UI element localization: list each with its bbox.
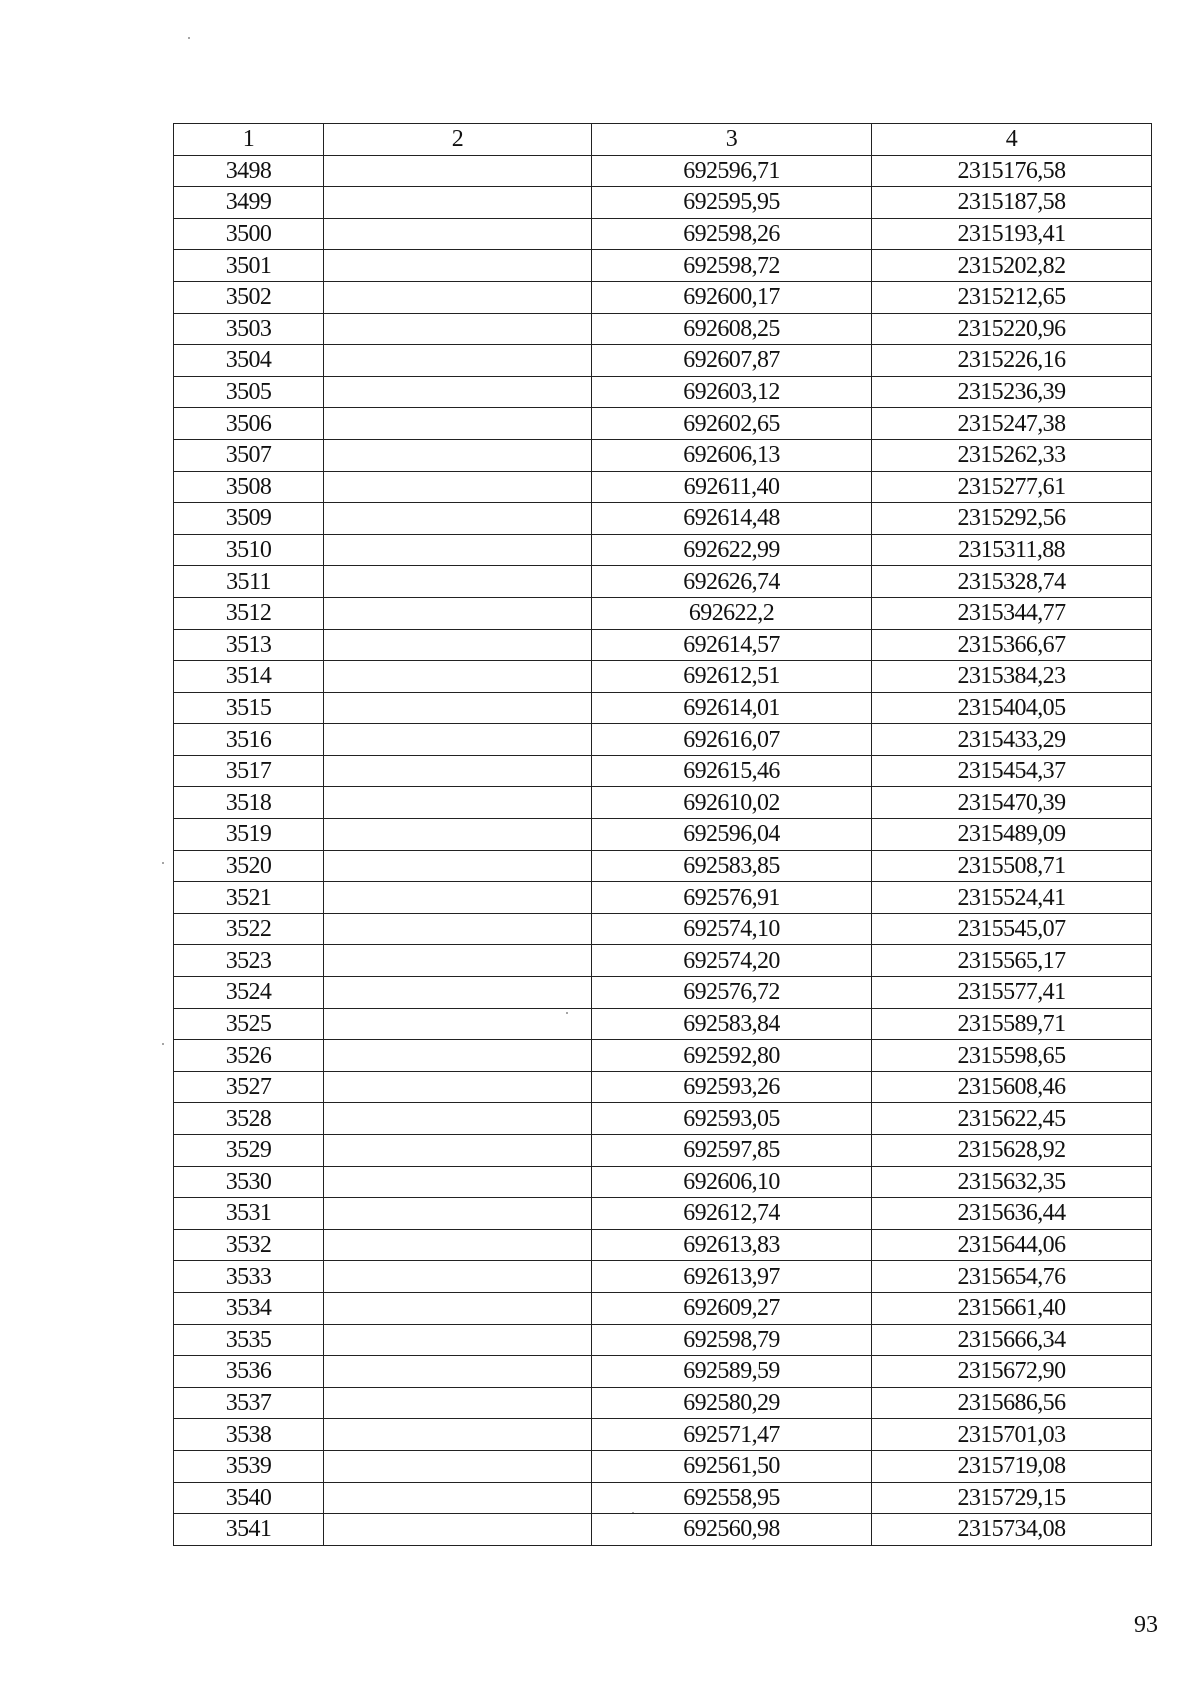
table-row <box>174 1482 1152 1514</box>
table-row <box>174 1387 1152 1419</box>
table-row <box>174 977 1152 1009</box>
description-cell <box>324 1419 592 1451</box>
description-cell <box>324 155 592 187</box>
x-coordinate-cell: 692574,20 <box>592 945 872 977</box>
y-coordinate-cell: 2315719,08 <box>872 1450 1152 1482</box>
table-row <box>174 250 1152 282</box>
x-coordinate-cell: 692596,71 <box>592 155 872 187</box>
y-coordinate-cell: 2315193,41 <box>872 218 1152 250</box>
y-coordinate-cell: 2315701,03 <box>872 1419 1152 1451</box>
point-number-cell: 3530 <box>174 1166 324 1198</box>
description-cell <box>324 1324 592 1356</box>
point-number-cell: 3526 <box>174 1040 324 1072</box>
table-row <box>174 1324 1152 1356</box>
x-coordinate-cell: 692606,10 <box>592 1166 872 1198</box>
point-number-cell: 3520 <box>174 850 324 882</box>
x-coordinate-cell: 692626,74 <box>592 566 872 598</box>
x-coordinate-cell: 692602,65 <box>592 408 872 440</box>
y-coordinate-cell: 2315366,67 <box>872 629 1152 661</box>
description-cell <box>324 439 592 471</box>
description-cell <box>324 376 592 408</box>
y-coordinate-cell: 2315328,74 <box>872 566 1152 598</box>
point-number-cell: 3528 <box>174 1103 324 1135</box>
table-row <box>174 913 1152 945</box>
y-coordinate-cell: 2315524,41 <box>872 882 1152 914</box>
description-cell <box>324 408 592 440</box>
point-number-cell: 3498 <box>174 155 324 187</box>
x-coordinate-cell: 692598,72 <box>592 250 872 282</box>
table-row <box>174 692 1152 724</box>
description-cell <box>324 597 592 629</box>
point-number-cell: 3538 <box>174 1419 324 1451</box>
description-cell <box>324 819 592 851</box>
description-cell <box>324 661 592 693</box>
y-coordinate-cell: 2315734,08 <box>872 1514 1152 1546</box>
y-coordinate-cell: 2315202,82 <box>872 250 1152 282</box>
x-coordinate-cell: 692595,95 <box>592 187 872 219</box>
description-cell <box>324 787 592 819</box>
description-cell <box>324 692 592 724</box>
point-number-cell: 3529 <box>174 1135 324 1167</box>
table-row <box>174 1008 1152 1040</box>
point-number-cell: 3517 <box>174 755 324 787</box>
y-coordinate-cell: 2315729,15 <box>872 1482 1152 1514</box>
description-cell <box>324 1387 592 1419</box>
point-number-cell: 3504 <box>174 345 324 377</box>
y-coordinate-cell: 2315384,23 <box>872 661 1152 693</box>
point-number-cell: 3503 <box>174 313 324 345</box>
point-number-cell: 3499 <box>174 187 324 219</box>
scan-speck <box>188 37 190 39</box>
y-coordinate-cell: 2315545,07 <box>872 913 1152 945</box>
table-row <box>174 376 1152 408</box>
description-cell <box>324 1040 592 1072</box>
table-row <box>174 1450 1152 1482</box>
table-row <box>174 1229 1152 1261</box>
table-row <box>174 755 1152 787</box>
x-coordinate-cell: 692583,85 <box>592 850 872 882</box>
x-coordinate-cell: 692558,95 <box>592 1482 872 1514</box>
description-cell <box>324 1261 592 1293</box>
point-number-cell: 3537 <box>174 1387 324 1419</box>
x-coordinate-cell: 692622,99 <box>592 534 872 566</box>
x-coordinate-cell: 692608,25 <box>592 313 872 345</box>
x-coordinate-cell: 692622,2 <box>592 597 872 629</box>
coordinates-table <box>173 123 1152 1546</box>
point-number-cell: 3532 <box>174 1229 324 1261</box>
point-number-cell: 3501 <box>174 250 324 282</box>
column-header-2: 2 <box>324 124 592 156</box>
x-coordinate-cell: 692574,10 <box>592 913 872 945</box>
point-number-cell: 3523 <box>174 945 324 977</box>
description-cell <box>324 1071 592 1103</box>
y-coordinate-cell: 2315672,90 <box>872 1356 1152 1388</box>
y-coordinate-cell: 2315598,65 <box>872 1040 1152 1072</box>
y-coordinate-cell: 2315686,56 <box>872 1387 1152 1419</box>
y-coordinate-cell: 2315212,65 <box>872 281 1152 313</box>
y-coordinate-cell: 2315508,71 <box>872 850 1152 882</box>
y-coordinate-cell: 2315247,38 <box>872 408 1152 440</box>
description-cell <box>324 1135 592 1167</box>
y-coordinate-cell: 2315433,29 <box>872 724 1152 756</box>
point-number-cell: 3522 <box>174 913 324 945</box>
description-cell <box>324 724 592 756</box>
column-header-1: 1 <box>174 124 324 156</box>
x-coordinate-cell: 692616,07 <box>592 724 872 756</box>
y-coordinate-cell: 2315577,41 <box>872 977 1152 1009</box>
x-coordinate-cell: 692593,05 <box>592 1103 872 1135</box>
point-number-cell: 3518 <box>174 787 324 819</box>
y-coordinate-cell: 2315311,88 <box>872 534 1152 566</box>
table-row <box>174 1514 1152 1546</box>
description-cell <box>324 1166 592 1198</box>
page-number: 93 <box>1134 1612 1158 1638</box>
table-row <box>174 218 1152 250</box>
point-number-cell: 3534 <box>174 1292 324 1324</box>
point-number-cell: 3527 <box>174 1071 324 1103</box>
point-number-cell: 3507 <box>174 439 324 471</box>
scan-speck <box>162 862 164 864</box>
table-row <box>174 187 1152 219</box>
description-cell <box>324 1514 592 1546</box>
description-cell <box>324 1356 592 1388</box>
description-cell <box>324 850 592 882</box>
x-coordinate-cell: 692614,48 <box>592 503 872 535</box>
description-cell <box>324 945 592 977</box>
table-row <box>174 945 1152 977</box>
description-cell <box>324 345 592 377</box>
x-coordinate-cell: 692593,26 <box>592 1071 872 1103</box>
description-cell <box>324 1450 592 1482</box>
table-row <box>174 281 1152 313</box>
y-coordinate-cell: 2315622,45 <box>872 1103 1152 1135</box>
table-row <box>174 408 1152 440</box>
table-row <box>174 724 1152 756</box>
point-number-cell: 3506 <box>174 408 324 440</box>
column-header-3: 3 <box>592 124 872 156</box>
y-coordinate-cell: 2315404,05 <box>872 692 1152 724</box>
x-coordinate-cell: 692611,40 <box>592 471 872 503</box>
x-coordinate-cell: 692613,83 <box>592 1229 872 1261</box>
column-header-4: 4 <box>872 124 1152 156</box>
table-row <box>174 345 1152 377</box>
x-coordinate-cell: 692610,02 <box>592 787 872 819</box>
y-coordinate-cell: 2315608,46 <box>872 1071 1152 1103</box>
table-row <box>174 597 1152 629</box>
table-row <box>174 1419 1152 1451</box>
header-row <box>174 124 1152 156</box>
description-cell <box>324 534 592 566</box>
table-row <box>174 1292 1152 1324</box>
table-row <box>174 850 1152 882</box>
x-coordinate-cell: 692589,59 <box>592 1356 872 1388</box>
y-coordinate-cell: 2315654,76 <box>872 1261 1152 1293</box>
point-number-cell: 3511 <box>174 566 324 598</box>
table-row <box>174 534 1152 566</box>
point-number-cell: 3525 <box>174 1008 324 1040</box>
x-coordinate-cell: 692580,29 <box>592 1387 872 1419</box>
description-cell <box>324 1198 592 1230</box>
table-row <box>174 1166 1152 1198</box>
table-row <box>174 819 1152 851</box>
table-row <box>174 787 1152 819</box>
y-coordinate-cell: 2315454,37 <box>872 755 1152 787</box>
scan-speck <box>162 1043 164 1045</box>
description-cell <box>324 1008 592 1040</box>
table-row <box>174 1356 1152 1388</box>
point-number-cell: 3512 <box>174 597 324 629</box>
point-number-cell: 3533 <box>174 1261 324 1293</box>
point-number-cell: 3515 <box>174 692 324 724</box>
point-number-cell: 3500 <box>174 218 324 250</box>
description-cell <box>324 882 592 914</box>
y-coordinate-cell: 2315344,77 <box>872 597 1152 629</box>
table-row <box>174 471 1152 503</box>
table-row <box>174 313 1152 345</box>
description-cell <box>324 755 592 787</box>
x-coordinate-cell: 692607,87 <box>592 345 872 377</box>
table-row <box>174 439 1152 471</box>
y-coordinate-cell: 2315470,39 <box>872 787 1152 819</box>
y-coordinate-cell: 2315661,40 <box>872 1292 1152 1324</box>
table-row <box>174 1198 1152 1230</box>
point-number-cell: 3541 <box>174 1514 324 1546</box>
point-number-cell: 3513 <box>174 629 324 661</box>
table-row <box>174 1261 1152 1293</box>
description-cell <box>324 187 592 219</box>
table-row <box>174 155 1152 187</box>
table-row <box>174 566 1152 598</box>
y-coordinate-cell: 2315187,58 <box>872 187 1152 219</box>
table-row <box>174 629 1152 661</box>
x-coordinate-cell: 692613,97 <box>592 1261 872 1293</box>
y-coordinate-cell: 2315644,06 <box>872 1229 1152 1261</box>
point-number-cell: 3531 <box>174 1198 324 1230</box>
x-coordinate-cell: 692612,51 <box>592 661 872 693</box>
x-coordinate-cell: 692571,47 <box>592 1419 872 1451</box>
y-coordinate-cell: 2315628,92 <box>872 1135 1152 1167</box>
point-number-cell: 3536 <box>174 1356 324 1388</box>
x-coordinate-cell: 692576,91 <box>592 882 872 914</box>
x-coordinate-cell: 692606,13 <box>592 439 872 471</box>
point-number-cell: 3516 <box>174 724 324 756</box>
table-row <box>174 1040 1152 1072</box>
x-coordinate-cell: 692561,50 <box>592 1450 872 1482</box>
point-number-cell: 3539 <box>174 1450 324 1482</box>
point-number-cell: 3509 <box>174 503 324 535</box>
description-cell <box>324 566 592 598</box>
x-coordinate-cell: 692600,17 <box>592 281 872 313</box>
table-row <box>174 882 1152 914</box>
y-coordinate-cell: 2315292,56 <box>872 503 1152 535</box>
description-cell <box>324 1103 592 1135</box>
table-body <box>174 155 1152 1545</box>
x-coordinate-cell: 692560,98 <box>592 1514 872 1546</box>
description-cell <box>324 503 592 535</box>
table-row <box>174 661 1152 693</box>
x-coordinate-cell: 692598,79 <box>592 1324 872 1356</box>
point-number-cell: 3502 <box>174 281 324 313</box>
description-cell <box>324 218 592 250</box>
description-cell <box>324 471 592 503</box>
x-coordinate-cell: 692592,80 <box>592 1040 872 1072</box>
table-row <box>174 1135 1152 1167</box>
point-number-cell: 3510 <box>174 534 324 566</box>
table-row <box>174 1071 1152 1103</box>
y-coordinate-cell: 2315636,44 <box>872 1198 1152 1230</box>
x-coordinate-cell: 692596,04 <box>592 819 872 851</box>
y-coordinate-cell: 2315489,09 <box>872 819 1152 851</box>
description-cell <box>324 281 592 313</box>
x-coordinate-cell: 692583,84 <box>592 1008 872 1040</box>
point-number-cell: 3535 <box>174 1324 324 1356</box>
y-coordinate-cell: 2315666,34 <box>872 1324 1152 1356</box>
y-coordinate-cell: 2315262,33 <box>872 439 1152 471</box>
x-coordinate-cell: 692612,74 <box>592 1198 872 1230</box>
table-header <box>174 124 1152 156</box>
description-cell <box>324 629 592 661</box>
y-coordinate-cell: 2315176,58 <box>872 155 1152 187</box>
y-coordinate-cell: 2315589,71 <box>872 1008 1152 1040</box>
x-coordinate-cell: 692576,72 <box>592 977 872 1009</box>
point-number-cell: 3519 <box>174 819 324 851</box>
y-coordinate-cell: 2315236,39 <box>872 376 1152 408</box>
x-coordinate-cell: 692614,57 <box>592 629 872 661</box>
table-row <box>174 1103 1152 1135</box>
x-coordinate-cell: 692603,12 <box>592 376 872 408</box>
description-cell <box>324 1229 592 1261</box>
description-cell <box>324 1482 592 1514</box>
description-cell <box>324 313 592 345</box>
x-coordinate-cell: 692615,46 <box>592 755 872 787</box>
description-cell <box>324 1292 592 1324</box>
point-number-cell: 3540 <box>174 1482 324 1514</box>
table-row <box>174 503 1152 535</box>
y-coordinate-cell: 2315632,35 <box>872 1166 1152 1198</box>
point-number-cell: 3514 <box>174 661 324 693</box>
x-coordinate-cell: 692609,27 <box>592 1292 872 1324</box>
point-number-cell: 3521 <box>174 882 324 914</box>
y-coordinate-cell: 2315226,16 <box>872 345 1152 377</box>
description-cell <box>324 250 592 282</box>
point-number-cell: 3508 <box>174 471 324 503</box>
point-number-cell: 3524 <box>174 977 324 1009</box>
y-coordinate-cell: 2315565,17 <box>872 945 1152 977</box>
point-number-cell: 3505 <box>174 376 324 408</box>
x-coordinate-cell: 692614,01 <box>592 692 872 724</box>
y-coordinate-cell: 2315277,61 <box>872 471 1152 503</box>
description-cell <box>324 977 592 1009</box>
x-coordinate-cell: 692597,85 <box>592 1135 872 1167</box>
description-cell <box>324 913 592 945</box>
x-coordinate-cell: 692598,26 <box>592 218 872 250</box>
y-coordinate-cell: 2315220,96 <box>872 313 1152 345</box>
